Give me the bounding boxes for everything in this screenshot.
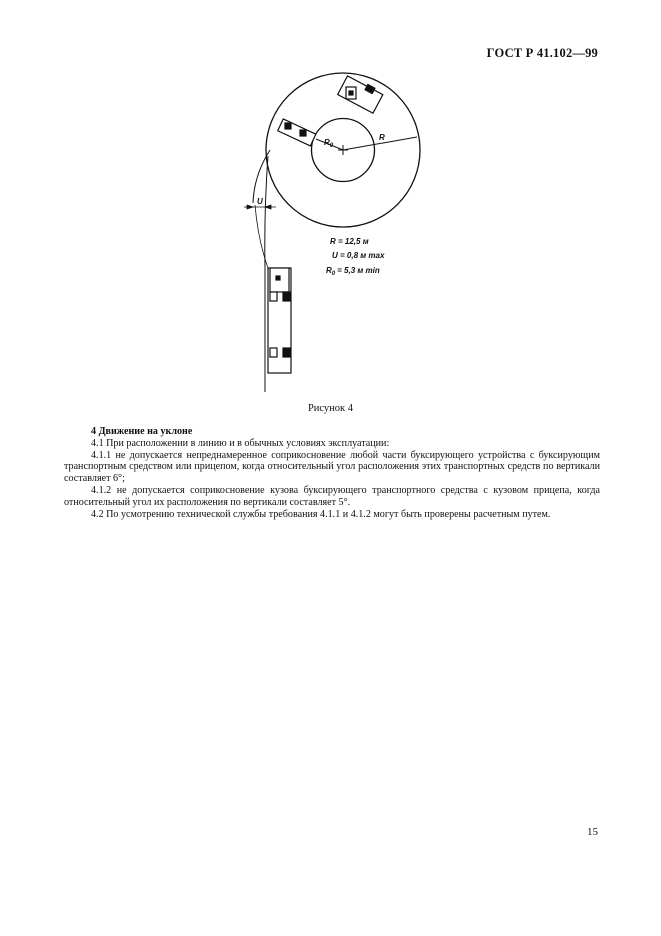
paragraph-4-1-1: 4.1.1 не допускается непреднамеренное соприкосновение любой части буксирующего устройства с буксирующим транспортным средством или прицепом, когда относительный угол расположения этих транспортных средств по вертикали составляет 6°; [64, 449, 600, 485]
section-body [64, 426, 600, 520]
label-r: R [379, 133, 385, 142]
spec-r0: $R_0 = 5,3$ м min [326, 266, 380, 277]
spec-u: U = 0,8 м max [332, 251, 385, 260]
spec-r: R = 12,5 м [330, 237, 369, 246]
section-heading: 4 Движение на уклоне [91, 426, 193, 437]
figure-turning-circle-diagram [0, 0, 661, 400]
trailer-on-circle [278, 119, 316, 146]
paragraph-4-1-2: 4.1.2 не допускается соприкосновение кузова буксирующего транспортного средства с кузовом прицепа, когда относительный угол их расположения по вертикали составляет 5°. [64, 484, 600, 508]
document-header: ГОСТ Р 41.102—99 [486, 46, 598, 60]
paragraph-4-2: 4.2 По усмотрению технической службы требования 4.1.1 и 4.1.2 могут быть проверены расчетным путем. [91, 508, 551, 520]
vehicle-on-circle [338, 76, 383, 113]
straight-vehicle [268, 268, 291, 373]
paragraph-4-1: 4.1 При расположении в линию и в обычных условиях эксплуатации: [91, 437, 390, 449]
page-number: 15 [587, 826, 598, 838]
label-u: U [257, 197, 263, 206]
figure-caption: Рисунок 4 [307, 403, 354, 414]
label-r0: $R_0$ [324, 138, 334, 149]
